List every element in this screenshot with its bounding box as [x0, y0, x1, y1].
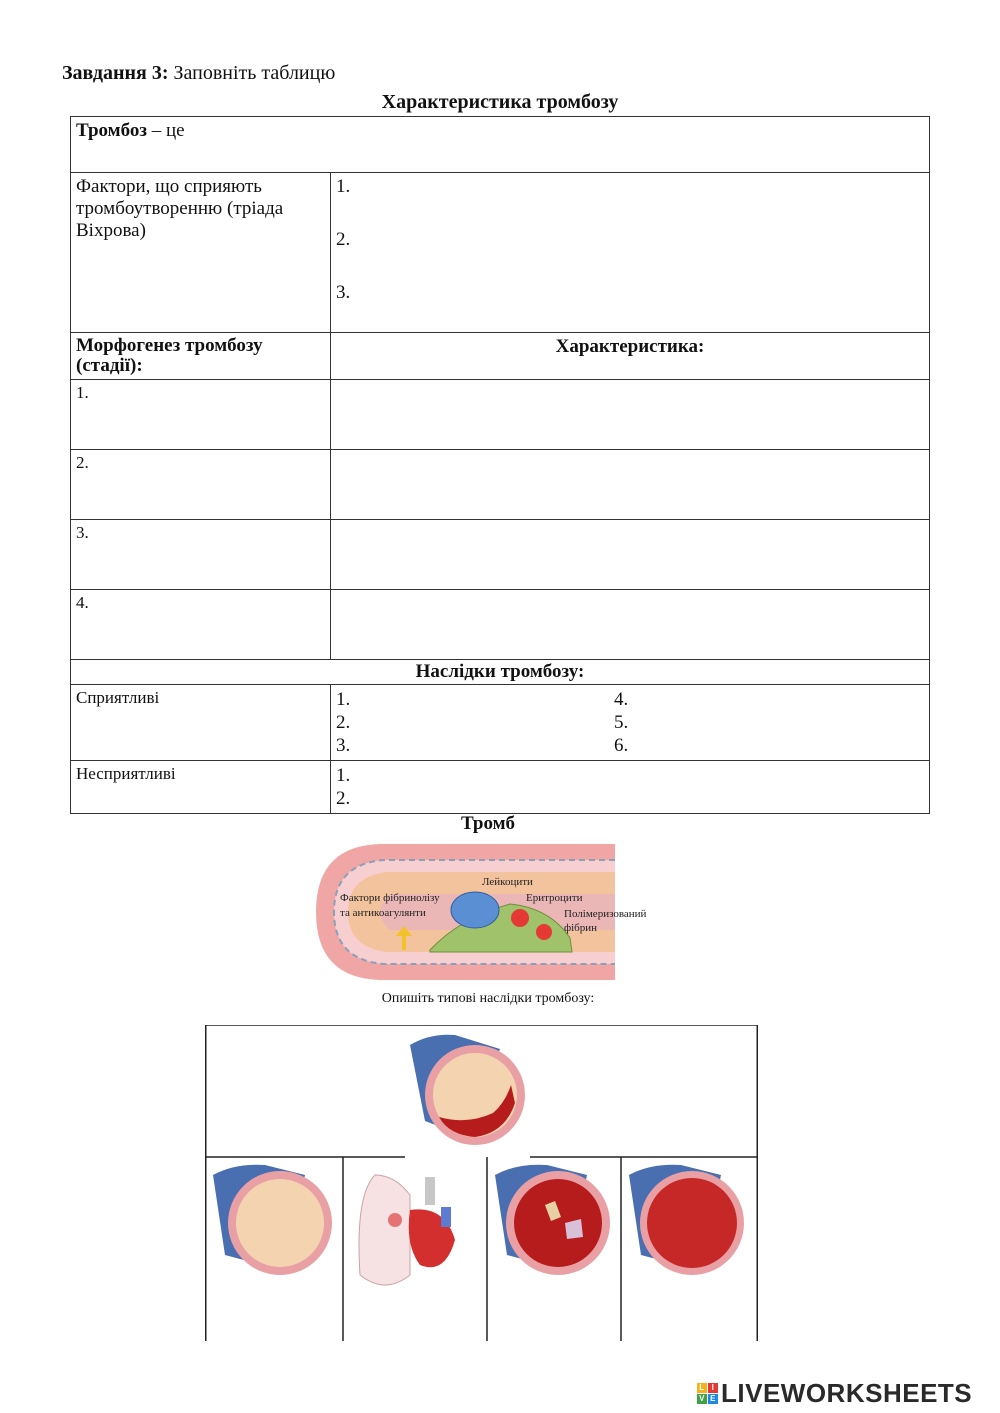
- fav-3: 3.: [336, 735, 351, 756]
- factor-1: 1.: [336, 176, 351, 197]
- vessel-full-occlusion: [629, 1165, 744, 1275]
- morphogenesis-label: Морфогенез тромбозу (стадії):: [71, 333, 331, 380]
- fav-2: 2.: [336, 712, 351, 733]
- label-erythrocytes: Еритроцити: [526, 892, 583, 904]
- vessel-recanalized: [495, 1165, 610, 1275]
- fav-5: 5.: [614, 712, 629, 733]
- label-fibrin-1: Полімеризований: [564, 908, 647, 920]
- unfavorable-answers[interactable]: [331, 761, 930, 814]
- factors-answer-cell[interactable]: [331, 173, 930, 333]
- characteristic-header: Характеристика:: [331, 333, 930, 380]
- label-fibrinolysis-1: Фактори фібринолізу: [340, 892, 440, 904]
- stage-4: 4.: [71, 590, 331, 660]
- consequences-diagram: [205, 1025, 758, 1341]
- thrombus-illustration: [310, 838, 670, 986]
- vessel-partial-thrombus: [410, 1035, 525, 1145]
- task-label: Завдання 3:: [62, 62, 169, 84]
- definition-rest: – це: [146, 120, 185, 141]
- definition-cell[interactable]: [71, 117, 930, 173]
- unfav-2: 2.: [336, 788, 351, 809]
- fav-4: 4.: [614, 689, 629, 710]
- fav-6: 6.: [614, 735, 629, 756]
- unfav-1: 1.: [336, 765, 351, 786]
- factor-2: 2.: [336, 229, 351, 250]
- favorable-answers[interactable]: [331, 685, 930, 761]
- favorable-label: Сприятливі: [71, 685, 331, 761]
- stage-3-answer[interactable]: [331, 520, 930, 590]
- stage-1-answer[interactable]: [331, 380, 930, 450]
- label-fibrin-2: фібрин: [564, 922, 598, 934]
- definition-term: Тромбоз: [76, 120, 147, 141]
- figure-description: Опишіть типові наслідки тромбозу:: [381, 991, 595, 1006]
- factor-3: 3.: [336, 282, 351, 303]
- liveworksheets-logo: [697, 1378, 972, 1409]
- lungs-heart-embolism: [359, 1175, 455, 1285]
- task-heading: [62, 62, 335, 85]
- stage-2: 2.: [71, 450, 331, 520]
- figure-title: Тромб: [460, 813, 516, 834]
- task-text: Заповніть таблицю: [173, 62, 336, 84]
- vessel-clear: [213, 1165, 332, 1275]
- fav-1: 1.: [336, 689, 351, 710]
- logo-mark: L I V E: [697, 1383, 718, 1404]
- factors-label: Фактори, що сприяють тромбоутворенню (тріада Віхрова): [76, 176, 284, 241]
- stage-1: 1.: [71, 380, 331, 450]
- stage-2-answer[interactable]: [331, 450, 930, 520]
- consequences-header: Наслідки тромбозу:: [71, 660, 930, 685]
- unfavorable-label: Несприятливі: [71, 761, 331, 814]
- stage-4-answer[interactable]: [331, 590, 930, 660]
- thrombosis-table: [70, 116, 930, 814]
- stage-3: 3.: [71, 520, 331, 590]
- label-leukocytes: Лейкоцити: [482, 876, 533, 888]
- table-title: Характеристика тромбозу: [381, 91, 619, 113]
- logo-text: LIVEWORKSHEETS: [721, 1378, 973, 1408]
- label-fibrinolysis-2: та антикоагулянти: [340, 907, 426, 919]
- factors-label-cell: [71, 173, 331, 333]
